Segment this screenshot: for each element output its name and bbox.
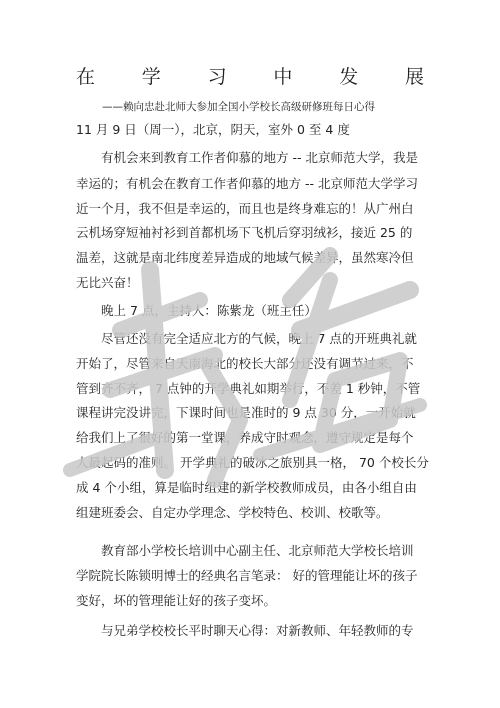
paragraph-line: 变好，坏的管理能让好的孩子变坏。 <box>76 593 277 608</box>
paragraph-line: 云机场穿短袖衬衫到首都机场下飞机后穿羽绒衫，接近 25 的 <box>76 225 413 240</box>
paragraph-line: 人最起码的准则。 开学典礼的破冰之旅别具一格， 70 个校长分 <box>76 455 429 470</box>
evening-line: 晚上 7 点，主持人：陈紫龙（班主任） <box>101 303 317 318</box>
title-char: 展 <box>404 66 424 88</box>
date-line: 11 月 9 日（周一），北京，阴天，室外 0 至 4 度 <box>76 122 350 137</box>
paragraph-line: 组建班委会、自定办学理念、学校特色、校训、校歌等。 <box>76 505 389 520</box>
page-title <box>76 66 424 88</box>
paragraph-line: 与兄弟学校校长平时聊天心得：对新教师、年轻教师的专 <box>101 623 414 638</box>
paragraph-line: 课程讲完没讲完，下课时间也是准时的 9 点 30 分，一开始就 <box>76 405 416 420</box>
title-char: 中 <box>273 66 293 88</box>
paragraph-line: 教育部小学校长培训中心副主任、北京师范大学校长培训 <box>101 543 414 558</box>
title-char: 在 <box>76 66 96 88</box>
subtitle: ——赖向忠赴北师大参加全国小学校长高级研修班每日心得 <box>102 101 375 113</box>
paragraph-line: 学院院长陈锁明博士的经典名言笔录： 好的管理能让坏的孩子 <box>76 568 418 583</box>
paragraph-line: 管到齐不齐， 7 点钟的开学典礼如期举行，不差 1 秒钟，不管 <box>76 381 421 396</box>
paragraph-line: 成 4 个小组，算是临时组建的新学校教师成员，由各小组自由 <box>76 480 417 495</box>
paragraph-line: 给我们上了很好的第一堂课，养成守时观念，遵守规定是每个 <box>76 430 414 445</box>
title-char: 习 <box>207 66 227 88</box>
paragraph-line: 温差，这就是南北纬度差异造成的地域气候差异，虽然寒冷但 <box>76 250 414 265</box>
title-char: 学 <box>141 66 161 88</box>
paragraph-line: 有机会来到教育工作者仰慕的地方 -- 北京师范大学，我是 <box>101 150 418 165</box>
paragraph-line: 无比兴奋！ <box>76 275 139 290</box>
paragraph-line: 幸运的；有机会在教育工作者仰慕的地方 -- 北京师范大学学习 <box>76 176 418 191</box>
paragraph-line: 近一个月，我不但是幸运的，而且也是终身难忘的！从广州白 <box>76 201 414 216</box>
paragraph-line: 开始了，尽管来自天南海北的校长大部分还没有调节过来，不 <box>76 356 414 371</box>
title-char: 发 <box>339 66 359 88</box>
paragraph-line: 尽管还没有完全适应北方的气候，晚上 7 点的开班典礼就 <box>101 331 417 346</box>
